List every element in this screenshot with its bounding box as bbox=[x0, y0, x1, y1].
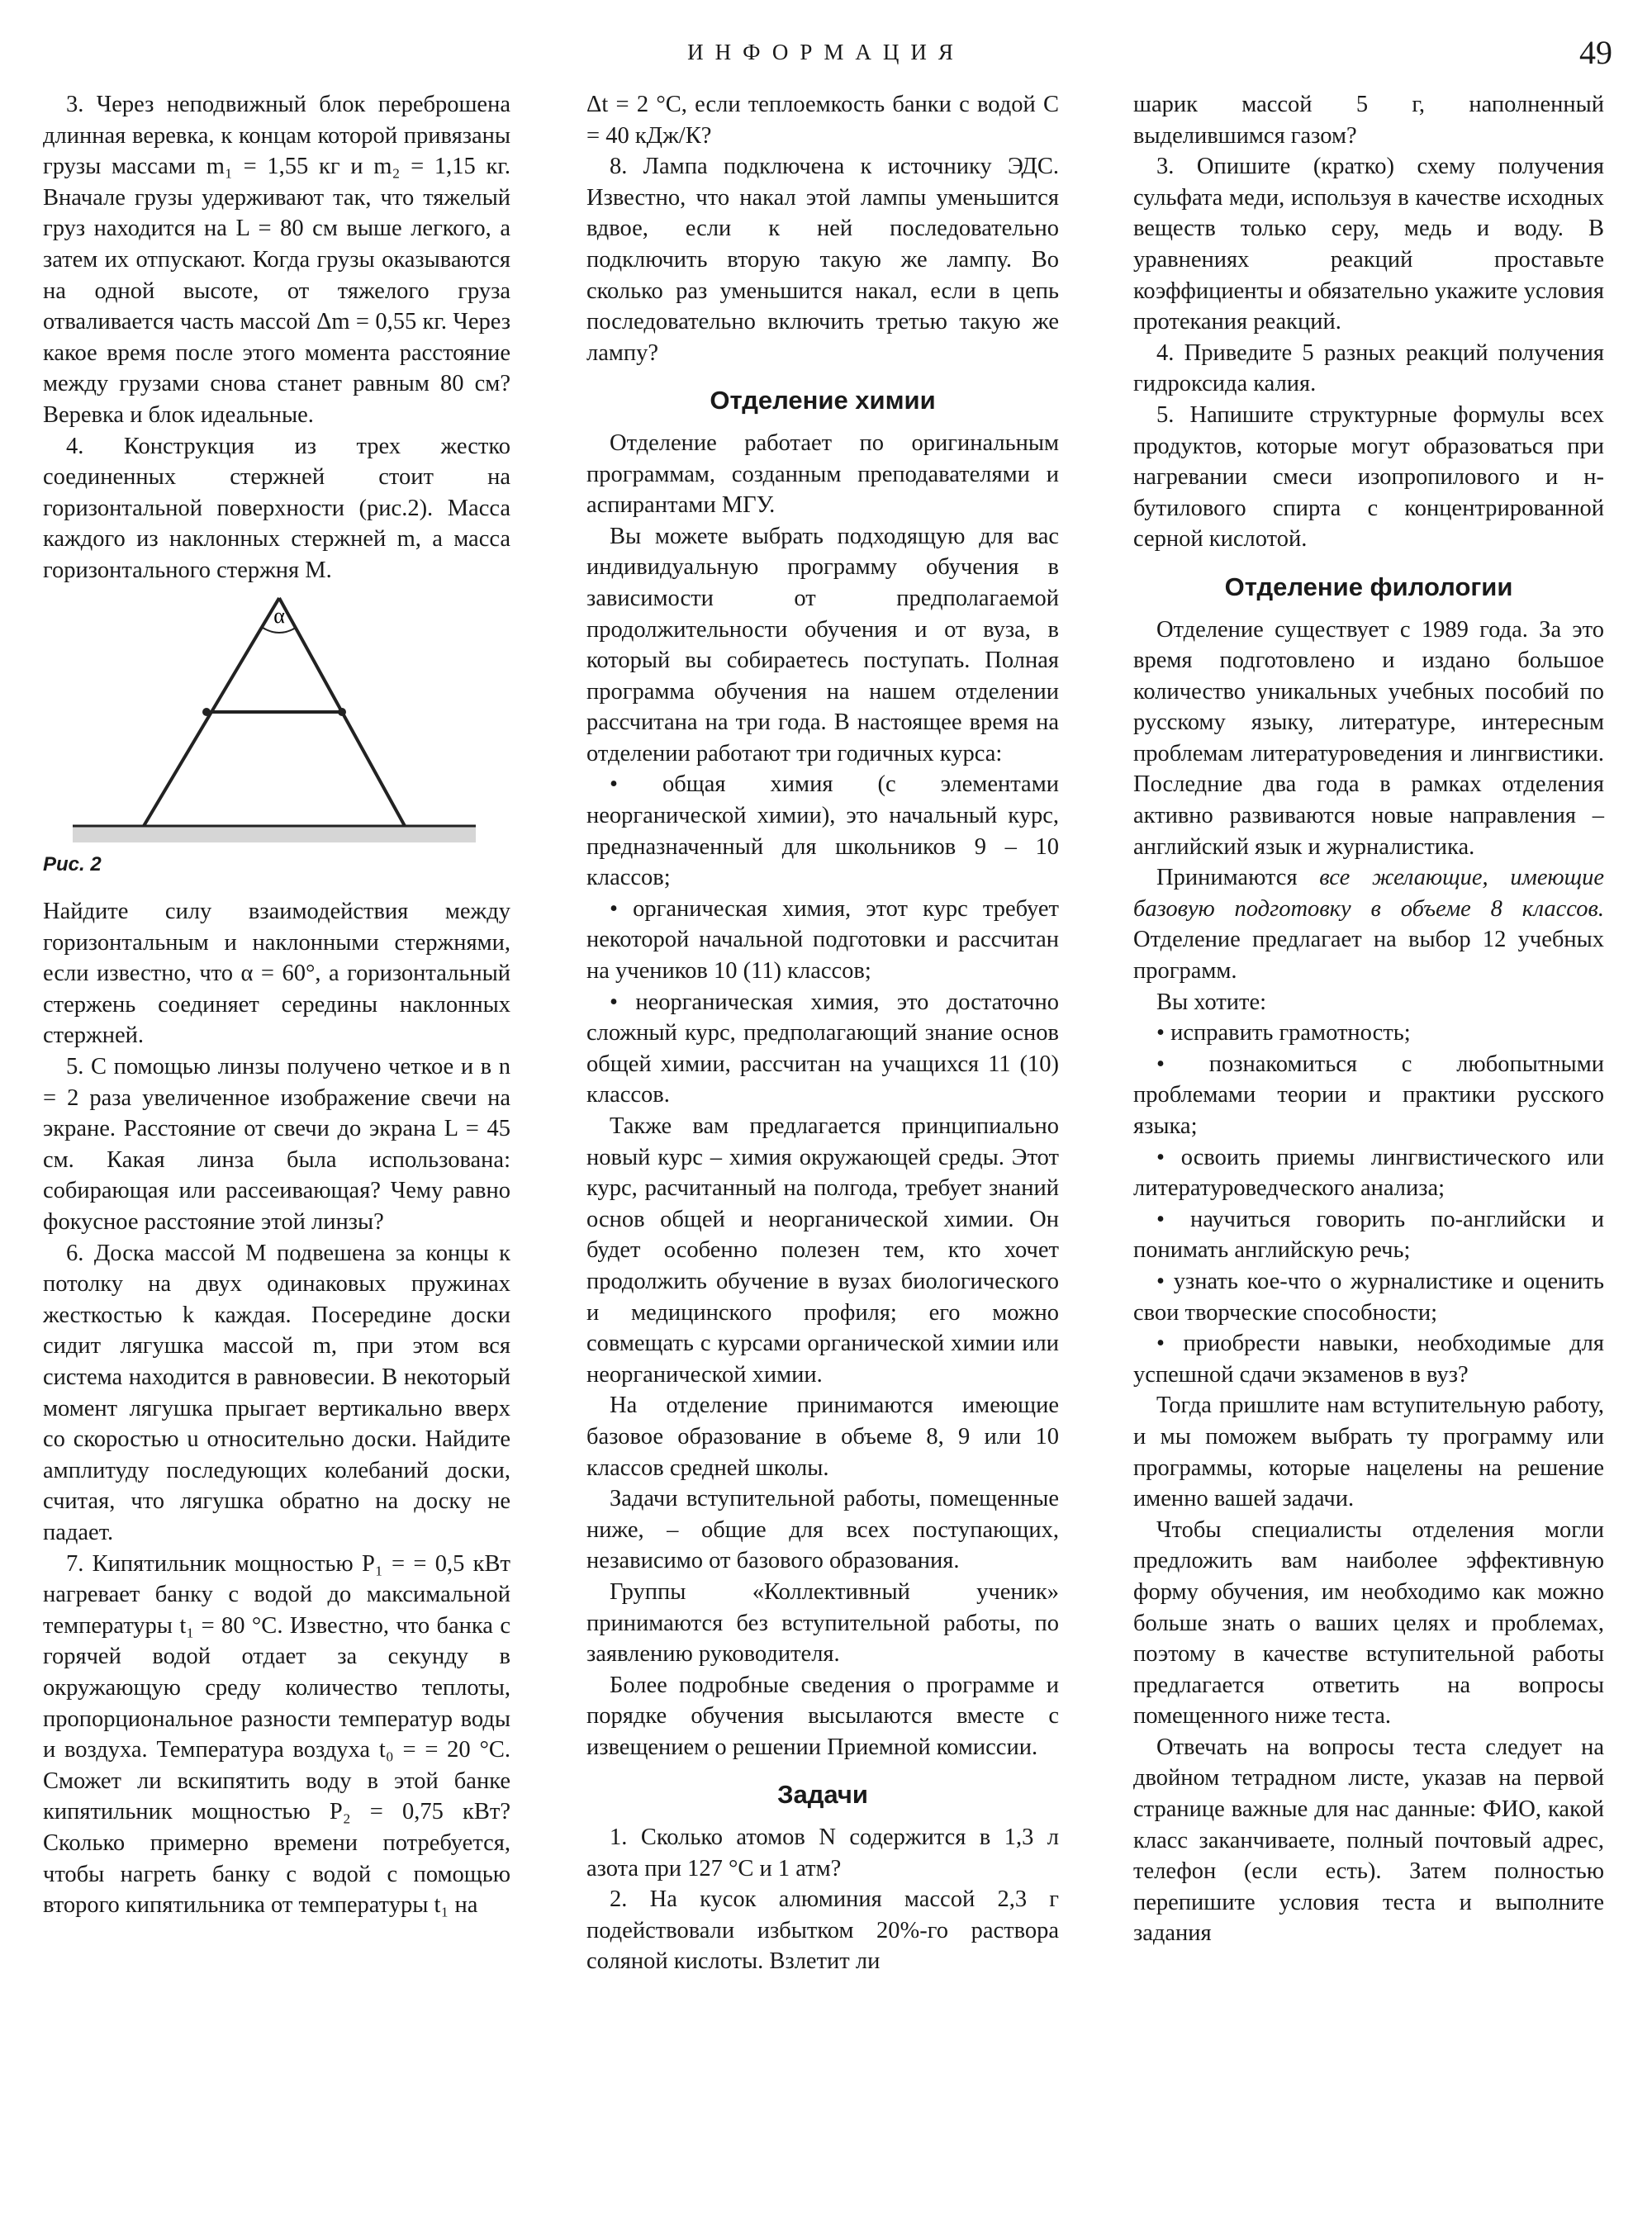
problem-5: 5. С помощью линзы получено четкое и в n = 2 раза увеличенное изображение свечи на экране. Расстояние от свечи до экрана L = 45 см. Какая линза была использована: собирающая или рассеивающая? Чему равно фокусное расстояние этой линзы? bbox=[43, 1054, 510, 1236]
phil-2-emphasis: все желающие, имеющие базовую подготовку в объеме 8 классов. bbox=[1133, 865, 1605, 922]
section-title-tasks: Задачи bbox=[777, 1780, 868, 1810]
phil-goal-4: • научиться говорить по-английски и понимать английскую речь; bbox=[1133, 1206, 1604, 1264]
joint-left bbox=[202, 708, 211, 716]
ground-surface bbox=[73, 826, 476, 842]
phil-paragraph-1: Отделение существует с 1989 года. За это время подготовлено и издано большое количество уникальных учебных пособий по русскому языку, литературе, интересным проблемам литературоведения и лингвистики. Последние два года в рамках отделения активно развиваются новые направления – английский язык и журналистика. bbox=[1133, 616, 1604, 860]
problem-8: 8. Лампа подключена к источнику ЭДС. Известно, что накал этой лампы уменьшится вдвое, если к ней последовательно подключить вторую такую же лампу. Во сколько раз уменьшится накал, если в цепь последовательно включить третью такую же лампу? bbox=[586, 154, 1059, 366]
chem-task-4: 4. Приведите 5 разных реакций получения гидроксида калия. bbox=[1133, 339, 1604, 397]
joint-right bbox=[338, 708, 346, 716]
section-title-philology: Отделение филологии bbox=[1224, 572, 1513, 601]
problem-3: 3. Через неподвижный блок переброшена длинная веревка, к концам которой привязаны грузы массами m₁ = 1,55 кг и m₂ = 1,15 кг. Вначале грузы удерживают так, что тяжелый груз находится на L = 80 см выше легкого, а затем их отпускают. Когда грузы оказываются на одной высоте, от тяжелого груза отваливается часть массой Δm = 0,55 кг. Через какое время после этого момента расстояние между грузами снова станет равным 80 см? Веревка и блок идеальные. bbox=[43, 92, 510, 428]
phil-paragraph-6: Отвечать на вопросы теста следует на двойном тетрадном листе, указав на первой странице важные для нас данные: ФИО, какой класс заканчиваете, полный почтовый адрес, телефон (если есть). Затем полностью перепишите условия теста и выполните задания bbox=[1133, 1734, 1604, 1947]
alpha-label: α bbox=[273, 603, 285, 628]
chem-paragraph-5: Задачи вступительной работы, помещенные ниже, – общие для всех поступающих, независимо от базового образования. bbox=[586, 1486, 1059, 1574]
chem-task-2-continued: шарик массой 5 г, наполненный выделившимся газом? bbox=[1133, 92, 1604, 149]
chem-task-3: 3. Опишите (кратко) схему получения сульфата меди, используя в качестве исходных веществ только серу, медь и воду. В уравнениях реакций проставьте коэффициенты и обязательно укажите условия протекания реакций. bbox=[1133, 154, 1604, 335]
angle-arc bbox=[263, 628, 296, 633]
phil-goal-1: • исправить грамотность; bbox=[1156, 1020, 1411, 1046]
section-title-chemistry: Отделение химии bbox=[710, 386, 936, 415]
chem-course-organic: • органическая химия, этот курс требует некоторой начальной подготовки и рассчитан на учеников 10 (11) классов; bbox=[586, 895, 1059, 985]
chem-course-general: • общая химия (с элементами неорганической химии), это начальный курс, предназначенный для школьников 9 – 10 классов; bbox=[586, 771, 1059, 891]
chem-paragraph-1: Отделение работает по оригинальным программам, созданным преподавателями и аспирантами МГУ. bbox=[586, 429, 1059, 519]
figure-caption: Рис. 2 bbox=[43, 852, 102, 875]
chem-task-1: 1. Сколько атомов N содержится в 1,3 л азота при 127 °С и 1 атм? bbox=[586, 1825, 1059, 1881]
column-1 bbox=[43, 89, 510, 1921]
chem-paragraph-6: Группы «Коллективный ученик» принимаются без вступительной работы, по заявлению руководителя. bbox=[586, 1578, 1059, 1668]
chem-paragraph-3: Также вам предлагается принципиально новый курс – химия окружающей среды. Этот курс, расчитанный на полгода, требует знаний основ общей и неорганической химии. Он будет особенно полезен тем, кто хочет продолжить обучение в вузах биологического и медицинского профиля; его можно совмещать с курсами органической химии или неорганической химии. bbox=[586, 1113, 1059, 1388]
problem-4: 4. Конструкция из трех жестко соединенных стержней стоит на горизонтальной поверхности (рис.2). Масса каждого из наклонных стержней m, а масса горизонтального стержня M. bbox=[43, 433, 510, 583]
truss-diagram bbox=[43, 595, 510, 842]
phil-paragraph-5: Чтобы специалисты отделения могли предложить вам наиболее эффективную форму обучения, им необходимо как можно больше знать о ваших целях и проблемах, поэтому в качестве вступительной работы предлагается ответить на вопросы помещенного ниже теста. bbox=[1133, 1516, 1604, 1730]
chem-task-5: 5. Напишите структурные формулы всех продуктов, которые могут образоваться при нагревании смеси изопропилового и н-бутилового спирта с концентрированной серной кислотой. bbox=[1133, 401, 1604, 553]
column-2 bbox=[586, 89, 1059, 1977]
phil-goal-6: • приобрести навыки, необходимые для успешной сдачи экзаменов в вуз? bbox=[1133, 1331, 1604, 1388]
header-title: ИНФОРМАЦИЯ bbox=[687, 40, 965, 64]
figure-2 bbox=[43, 595, 510, 842]
page-number: 49 bbox=[1579, 34, 1612, 71]
problem-4-continued: Найдите силу взаимодействия между горизонтальным и наклонными стержнями, если известно, что α = 60°, а горизонтальный стержень соединяет середины наклонных стержней. bbox=[43, 899, 510, 1049]
phil-goal-2: • познакомиться с любопытными проблемами теории и практики русского языка; bbox=[1133, 1051, 1604, 1139]
phil-paragraph-3: Вы хотите: bbox=[1156, 989, 1267, 1015]
phil-goal-5: • узнать кое-что о журналистике и оценить свои творческие способности; bbox=[1133, 1268, 1604, 1326]
phil-paragraph-2 bbox=[1133, 862, 1604, 986]
chem-paragraph-2: Вы можете выбрать подходящую для вас индивидуальную программу обучения в зависимости от предполагаемой продолжительности обучения и от вуза, в который вы собираетесь поступать. Полная программа обучения на нашем отделении рассчитана на три года. В настоящее время на отделении работают три годичных курса: bbox=[586, 523, 1059, 766]
problem-6: 6. Доска массой M подвешена за концы к потолку на двух одинаковых пружинах жесткостью k каждая. Посередине доски сидит лягушка массой m, при этом вся система находится в равновесии. В некоторый момент лягушка прыгает вертикально вверх со скоростью u относительно доски. Найдите амплитуду последующих колебаний доски, считая, что лягушка обратно на доску не падает. bbox=[43, 1240, 510, 1545]
column-3 bbox=[1133, 89, 1604, 1949]
running-header bbox=[0, 33, 1652, 83]
phil-goal-3: • освоить приемы лингвистического или литературоведческого анализа; bbox=[1133, 1144, 1604, 1202]
chem-paragraph-4: На отделение принимаются имеющие базовое образование в объеме 8, 9 или 10 классов средней школы. bbox=[586, 1393, 1059, 1481]
phil-2-end: Отделение предлагает на выбор 12 учебных программ. bbox=[1133, 927, 1604, 985]
problem-7-continued: Δt = 2 °С, если теплоемкость банки с водой C = 40 кДж/К? bbox=[586, 92, 1059, 149]
phil-paragraph-4: Тогда пришлите нам вступительную работу, и мы поможем выбрать ту программу или программы, которые нацелены на решение именно вашей задачи. bbox=[1133, 1393, 1604, 1512]
chem-task-2: 2. На кусок алюминия массой 2,3 г подействовали избытком 20%-го раствора соляной кислоты. Взлетит ли bbox=[586, 1886, 1059, 1975]
chem-course-inorganic: • неорганическая химия, это достаточно сложный курс, предполагающий знание основ общей химии, рассчитан на учащихся 11 (10) классов. bbox=[586, 989, 1059, 1108]
problem-7: 7. Кипятильник мощностью P₁ = = 0,5 кВт нагревает банку с водой до максимальной температуры t₁ = 80 °С. Известно, что банка с горячей водой отдает за секунду в окружающую среду количество теплоты, пропорциональное разности температур воды и воздуха. Температура воздуха t₀ = = 20 °С. Сможет ли вскипятить воду в этой банке кипятильник мощностью P₂ = 0,75 кВт? Сколько примерно времени потребуется, чтобы нагреть банку с водой с помощью второго кипятильника от температуры t₁ на bbox=[43, 1550, 510, 1919]
phil-2-start: Принимаются bbox=[1156, 865, 1320, 891]
chem-paragraph-7: Более подробные сведения о программе и порядке обучения высылаются вместе с извещением о решении Приемной комиссии. bbox=[586, 1672, 1059, 1760]
